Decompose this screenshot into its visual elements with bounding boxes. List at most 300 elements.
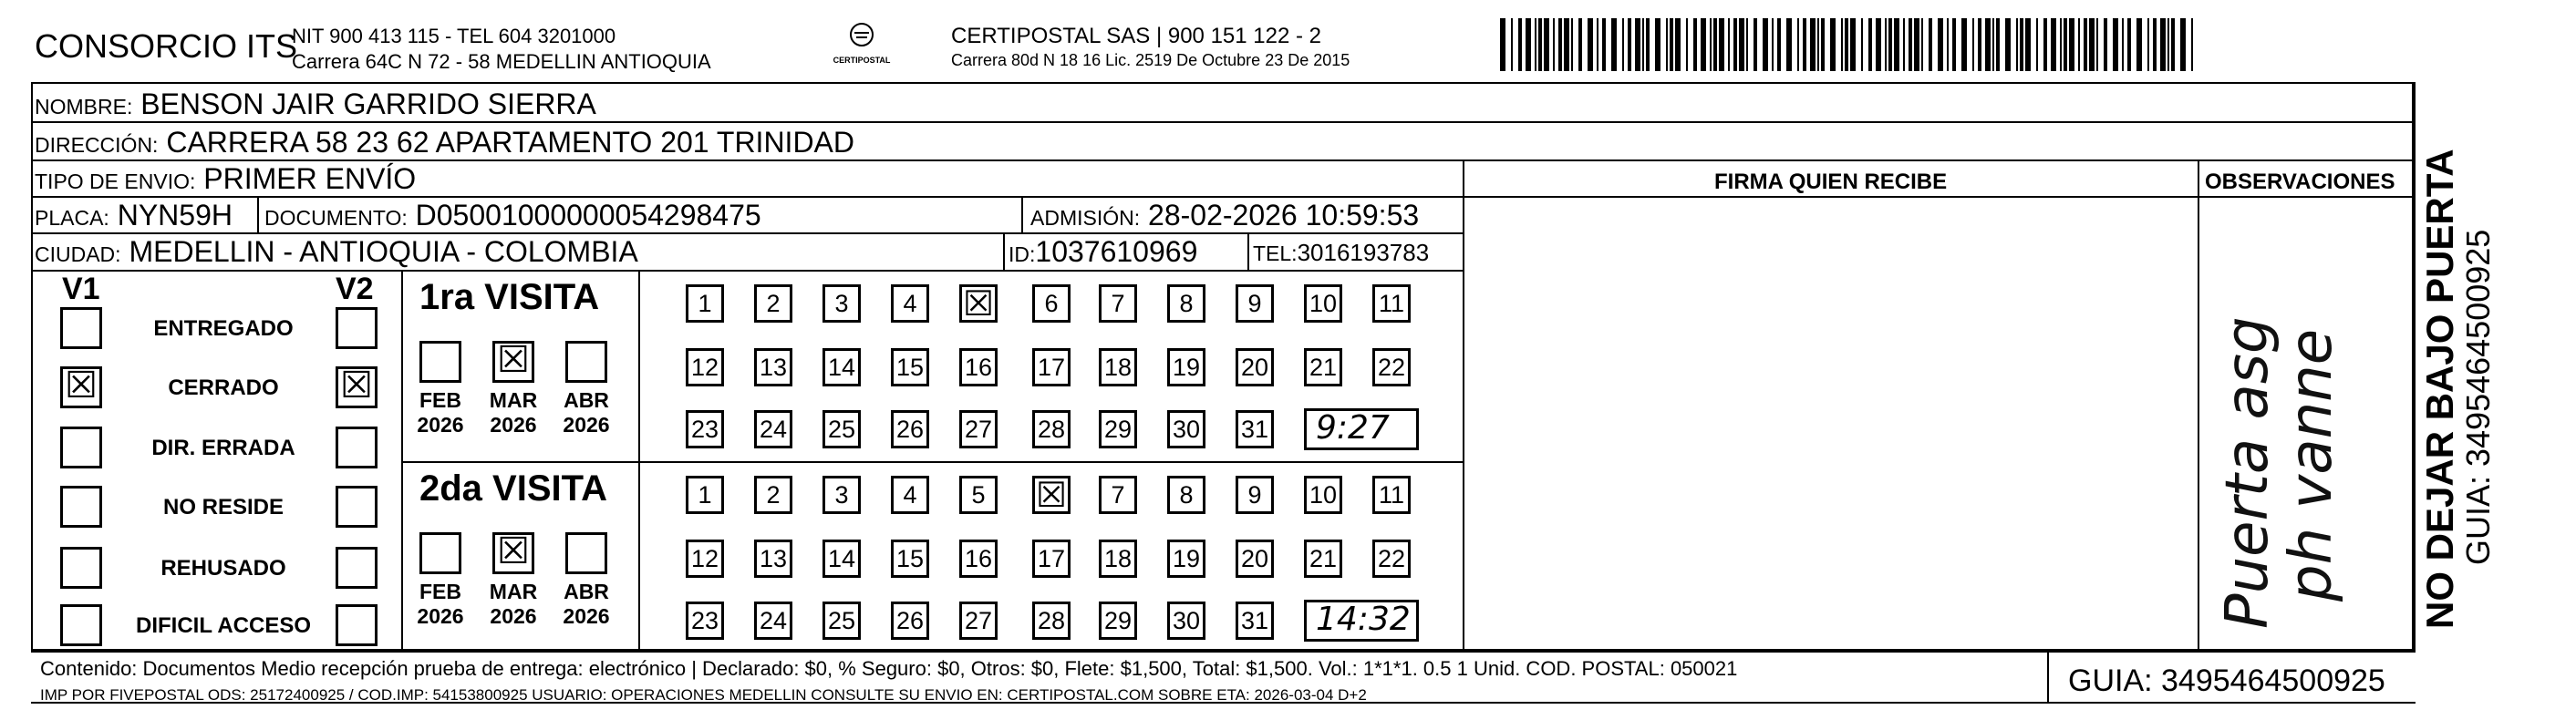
barcode-bar xyxy=(1876,18,1881,71)
barcode-bar xyxy=(2016,18,2018,71)
logo-text: CERTIPOSTAL xyxy=(833,56,891,65)
barcode-bar xyxy=(1675,18,1681,71)
day-checkbox[interactable] xyxy=(1304,540,1342,578)
day-checkbox[interactable] xyxy=(959,348,998,386)
barcode-bar xyxy=(1754,18,1757,71)
v2-checkbox[interactable] xyxy=(336,307,378,349)
barcode-bar xyxy=(2020,18,2023,71)
day-number: 28 xyxy=(1037,416,1066,443)
day-checkbox[interactable] xyxy=(1167,476,1205,514)
month-name: ABR xyxy=(564,580,609,603)
v2-checkbox[interactable] xyxy=(336,486,378,528)
barcode-bar xyxy=(1564,18,1569,71)
day-checkbox[interactable] xyxy=(1167,284,1205,323)
barcode-bar xyxy=(1914,18,1919,71)
barcode-bar xyxy=(2089,18,2095,71)
day-checkbox[interactable] xyxy=(1304,476,1342,514)
time-field[interactable] xyxy=(1304,600,1419,642)
certipostal-logo xyxy=(830,22,894,65)
day-number: 8 xyxy=(1179,481,1194,509)
footer-imp: IMP POR FIVEPOSTAL ODS: 25172400925 / COD.IMP: 54153800925 USUARIO: OPERACIONES MEDELLIN CONSULTE SU ENVIO EN: CERTIPOSTAL.COM SOBRE ETA: 2026-03-04 D+2 xyxy=(40,686,1367,704)
v2-label: V2 xyxy=(336,272,374,306)
month-year: 2026 xyxy=(563,413,610,437)
barcode-bar xyxy=(1666,18,1668,71)
barcode-bar xyxy=(1578,18,1582,71)
barcode-bar xyxy=(1670,18,1673,71)
barcode-bar xyxy=(2060,18,2062,71)
day-checkbox[interactable] xyxy=(1372,284,1411,323)
barcode-bar xyxy=(1511,18,1513,71)
barcode-bar xyxy=(1686,18,1688,71)
barcode-bar xyxy=(2069,18,2074,71)
day-checkbox[interactable] xyxy=(959,284,998,323)
certi-line2: Carrera 80d N 18 16 Lic. 2519 De Octubre 23 De 2015 xyxy=(951,51,1350,69)
barcode-bar xyxy=(1553,18,1555,71)
nombre-row xyxy=(35,87,596,121)
day-checkbox[interactable] xyxy=(822,602,861,640)
day-number: 20 xyxy=(1240,545,1269,572)
nit-line: NIT 900 413 115 - TEL 604 3201000 xyxy=(292,25,616,47)
day-number: 11 xyxy=(1378,481,1405,509)
barcode-bar xyxy=(2127,18,2131,71)
day-number: 11 xyxy=(1378,290,1405,317)
day-checkbox[interactable] xyxy=(1167,348,1205,386)
day-number: 22 xyxy=(1377,545,1406,572)
documento-cell xyxy=(264,199,761,232)
barcode-bar xyxy=(1763,18,1768,71)
day-number: 16 xyxy=(964,354,993,381)
barcode-bar xyxy=(1888,18,1892,71)
day-checkbox[interactable] xyxy=(1099,284,1137,323)
barcode xyxy=(1500,18,2198,71)
day-checkbox[interactable] xyxy=(1099,348,1137,386)
day-checkbox[interactable] xyxy=(891,540,929,578)
day-checkbox[interactable] xyxy=(1167,602,1205,640)
barcode-bar xyxy=(1885,18,1887,71)
barcode-bar xyxy=(2064,18,2067,71)
day-number: 15 xyxy=(895,354,925,381)
barcode-bar xyxy=(1996,18,2000,71)
day-number: 27 xyxy=(964,607,993,634)
barcode-bar xyxy=(1921,18,1923,71)
day-checkbox[interactable] xyxy=(686,410,724,448)
day-checkbox[interactable] xyxy=(959,602,998,640)
side-guia: GUIA: 3495464500925 xyxy=(2459,229,2497,565)
tel-cell xyxy=(1253,239,1429,267)
day-checkbox[interactable] xyxy=(822,410,861,448)
day-checkbox[interactable] xyxy=(891,476,929,514)
v2-checkbox[interactable] xyxy=(336,547,378,589)
tipo-value: PRIMER ENVÍO xyxy=(203,162,417,195)
day-number: 12 xyxy=(690,354,719,381)
day-number: 3 xyxy=(834,481,849,509)
month-checkbox[interactable] xyxy=(565,341,607,383)
barcode-bar xyxy=(1713,18,1717,71)
barcode-bar xyxy=(2036,18,2038,71)
day-number: 3 xyxy=(834,290,849,317)
month-checkbox[interactable] xyxy=(419,341,461,383)
barcode-bar xyxy=(1746,18,1748,71)
barcode-bar xyxy=(1526,18,1531,71)
status-label: REHUSADO xyxy=(160,556,286,581)
day-checkbox[interactable] xyxy=(959,540,998,578)
day-checkbox[interactable] xyxy=(891,284,929,323)
barcode-bar xyxy=(1728,18,1730,71)
barcode-bar xyxy=(2160,18,2166,71)
barcode-bar xyxy=(2104,18,2107,71)
documento-label: DOCUMENTO: xyxy=(264,206,408,230)
day-checkbox[interactable] xyxy=(686,602,724,640)
month-checkbox[interactable] xyxy=(492,341,534,383)
day-number: 7 xyxy=(1111,290,1125,317)
tel-value: 3016193783 xyxy=(1297,239,1430,266)
day-number: 26 xyxy=(895,607,925,634)
day-checkbox[interactable] xyxy=(754,284,792,323)
day-number: 25 xyxy=(827,607,856,634)
barcode-bar xyxy=(1978,18,1981,71)
day-checkbox[interactable] xyxy=(686,348,724,386)
company-name: CONSORCIO ITS xyxy=(35,27,298,65)
x-mark-icon: ☒ xyxy=(340,365,373,406)
ciudad-cell xyxy=(35,235,638,269)
barcode-bar xyxy=(1972,18,1974,71)
barcode-bar xyxy=(1719,18,1724,71)
day-checkbox[interactable] xyxy=(1167,410,1205,448)
admision-label: ADMISIÓN: xyxy=(1030,206,1141,230)
day-checkbox[interactable] xyxy=(1372,348,1411,386)
v1-checkbox[interactable] xyxy=(60,307,102,349)
day-number: 24 xyxy=(759,416,788,443)
month-label xyxy=(413,580,468,629)
v1-checkbox[interactable] xyxy=(60,366,102,408)
x-mark-icon: ☒ xyxy=(497,339,530,381)
month-label xyxy=(559,580,614,629)
x-mark-icon: ☒ xyxy=(497,530,530,572)
tel-label: TEL: xyxy=(1253,242,1298,265)
barcode-bar xyxy=(1642,18,1644,71)
barcode-bar xyxy=(2136,18,2142,71)
barcode-bar xyxy=(1739,18,1744,71)
time-field[interactable] xyxy=(1304,408,1419,450)
month-year: 2026 xyxy=(417,413,464,437)
day-checkbox[interactable] xyxy=(1099,476,1137,514)
barcode-bar xyxy=(1850,18,1856,71)
month-name: FEB xyxy=(419,388,461,412)
day-number: 4 xyxy=(903,290,917,317)
day-checkbox[interactable] xyxy=(1236,540,1274,578)
day-number: 22 xyxy=(1377,354,1406,381)
barcode-bar xyxy=(1903,18,1905,71)
observaciones-header: OBSERVACIONES xyxy=(2205,170,2395,194)
barcode-bar xyxy=(2147,18,2149,71)
admision-value: 28-02-2026 10:59:53 xyxy=(1148,199,1420,231)
day-number: 27 xyxy=(964,416,993,443)
day-checkbox[interactable] xyxy=(1372,540,1411,578)
day-checkbox[interactable] xyxy=(1236,284,1274,323)
day-number: 30 xyxy=(1172,607,1201,634)
month-year: 2026 xyxy=(563,604,610,628)
barcode-bar xyxy=(1845,18,1848,71)
barcode-bar xyxy=(1947,18,1949,71)
status-label: NO RESIDE xyxy=(162,495,284,519)
month-name: MAR xyxy=(489,580,538,603)
barcode-bar xyxy=(1544,18,1549,71)
day-checkbox[interactable] xyxy=(686,476,724,514)
month-checkbox[interactable] xyxy=(419,532,461,574)
day-checkbox[interactable] xyxy=(686,540,724,578)
barcode-bar xyxy=(1938,18,1943,71)
day-number: 18 xyxy=(1103,354,1133,381)
month-label xyxy=(486,580,541,629)
x-mark-icon: ☒ xyxy=(65,365,98,406)
day-number: 28 xyxy=(1037,607,1066,634)
day-number: 16 xyxy=(964,545,993,572)
nombre-value: BENSON JAIR GARRIDO SIERRA xyxy=(140,87,596,120)
visit-title: 2da VISITA xyxy=(419,468,607,509)
v2-checkbox[interactable] xyxy=(336,427,378,468)
day-checkbox[interactable] xyxy=(1099,410,1137,448)
documento-value: D05001000000054298475 xyxy=(415,199,761,231)
barcode-bar xyxy=(1693,18,1697,71)
barcode-bar xyxy=(1628,18,1631,71)
barcode-bar xyxy=(2051,18,2056,71)
day-number: 19 xyxy=(1172,354,1201,381)
day-number: 13 xyxy=(759,354,788,381)
day-number: 4 xyxy=(903,481,917,509)
barcode-bar xyxy=(2180,18,2186,71)
day-checkbox[interactable] xyxy=(1032,602,1071,640)
day-checkbox[interactable] xyxy=(1032,476,1071,514)
day-number: 14 xyxy=(827,354,856,381)
day-number: 1 xyxy=(698,481,712,509)
day-checkbox[interactable] xyxy=(891,602,929,640)
barcode-bar xyxy=(1830,18,1836,71)
day-number: 29 xyxy=(1103,416,1133,443)
company-info xyxy=(292,24,711,75)
barcode-bar xyxy=(1602,18,1606,71)
day-number: 30 xyxy=(1172,416,1201,443)
day-number: 9 xyxy=(1247,481,1262,509)
barcode-bar xyxy=(1710,18,1712,71)
day-checkbox[interactable] xyxy=(822,284,861,323)
barcode-bar xyxy=(1500,18,1505,71)
v2-checkbox[interactable] xyxy=(336,366,378,408)
side-warning: NO DEJAR BAJO PUERTA xyxy=(2418,149,2461,629)
v1-checkbox[interactable] xyxy=(60,486,102,528)
barcode-bar xyxy=(1588,18,1593,71)
day-checkbox[interactable] xyxy=(891,348,929,386)
day-checkbox[interactable] xyxy=(1372,476,1411,514)
barcode-bar xyxy=(2096,18,2098,71)
day-checkbox[interactable] xyxy=(1032,410,1071,448)
barcode-bar xyxy=(2171,18,2175,71)
day-checkbox[interactable] xyxy=(891,410,929,448)
day-number: 17 xyxy=(1037,354,1066,381)
v1-checkbox[interactable] xyxy=(60,427,102,468)
barcode-bar xyxy=(1861,18,1863,71)
barcode-bar xyxy=(2078,18,2080,71)
day-number: 2 xyxy=(766,481,781,509)
placa-cell xyxy=(35,199,233,232)
month-label xyxy=(559,388,614,437)
time-value: 14:32 xyxy=(1316,601,1411,638)
id-value: 1037610969 xyxy=(1035,235,1198,268)
footer-guia: GUIA: 3495464500925 xyxy=(2068,663,2385,698)
day-number: 25 xyxy=(827,416,856,443)
barcode-bar xyxy=(1535,18,1536,71)
barcode-bar xyxy=(1611,18,1617,71)
barcode-bar xyxy=(1810,18,1816,71)
day-checkbox[interactable] xyxy=(822,348,861,386)
day-checkbox[interactable] xyxy=(1032,348,1071,386)
day-checkbox[interactable] xyxy=(1099,602,1137,640)
barcode-bar xyxy=(1701,18,1706,71)
status-label: DIFICIL ACCESO xyxy=(135,613,311,638)
day-checkbox[interactable] xyxy=(822,540,861,578)
barcode-bar xyxy=(1909,18,1912,71)
observaciones-line2: ph vanne xyxy=(2278,328,2345,602)
day-number: 6 xyxy=(1044,290,1059,317)
day-checkbox[interactable] xyxy=(1236,348,1274,386)
day-checkbox[interactable] xyxy=(1304,348,1342,386)
v2-checkbox[interactable] xyxy=(336,604,378,646)
day-checkbox[interactable] xyxy=(1304,284,1342,323)
barcode-bar xyxy=(2191,18,2193,71)
barcode-bar xyxy=(1655,18,1660,71)
footer-contenido: Contenido: Documentos Medio recepción prueba de entrega: electrónico | Declarado: $0, % Seguro: $0, Otros: $0, Flete: $1,500, Total: $1,500. Vol.: 1*1*1. 0.5 1 Unid. COD. POSTAL: 050021 xyxy=(40,657,1738,680)
barcode-bar xyxy=(1961,18,1967,71)
ciudad-label: CIUDAD: xyxy=(35,242,121,266)
barcode-bar xyxy=(1797,18,1799,71)
day-checkbox[interactable] xyxy=(959,410,998,448)
tipo-row xyxy=(35,162,416,196)
day-checkbox[interactable] xyxy=(1236,410,1274,448)
day-number: 13 xyxy=(759,545,788,572)
month-name: FEB xyxy=(419,580,461,603)
barcode-bar xyxy=(1558,18,1562,71)
day-checkbox[interactable] xyxy=(1099,540,1137,578)
barcode-bar xyxy=(2167,18,2169,71)
status-label: DIR. ERRADA xyxy=(151,436,295,460)
ciudad-value: MEDELLIN - ANTIOQUIA - COLOMBIA xyxy=(129,235,638,268)
barcode-bar xyxy=(2113,18,2118,71)
day-checkbox[interactable] xyxy=(1236,476,1274,514)
barcode-bar xyxy=(2122,18,2124,71)
day-checkbox[interactable] xyxy=(1167,540,1205,578)
barcode-bar xyxy=(1646,18,1650,71)
observaciones-handwriting xyxy=(2216,316,2343,629)
month-checkbox[interactable] xyxy=(565,532,607,574)
day-number: 24 xyxy=(759,607,788,634)
day-number: 14 xyxy=(827,545,856,572)
visit-title: 1ra VISITA xyxy=(419,277,600,317)
barcode-bar xyxy=(2153,18,2157,71)
day-number: 19 xyxy=(1172,545,1201,572)
barcode-bar xyxy=(1635,18,1640,71)
day-number: 2 xyxy=(766,290,781,317)
x-mark-icon: ☒ xyxy=(962,283,995,324)
status-label: CERRADO xyxy=(168,375,279,400)
day-checkbox[interactable] xyxy=(1032,540,1071,578)
month-year: 2026 xyxy=(490,604,537,628)
day-number: 7 xyxy=(1111,481,1125,509)
v1-checkbox[interactable] xyxy=(60,604,102,646)
month-name: ABR xyxy=(564,388,609,412)
direccion-label: DIRECCIÓN: xyxy=(35,133,159,157)
v1-checkbox[interactable] xyxy=(60,547,102,589)
barcode-bar xyxy=(1803,18,1806,71)
barcode-bar xyxy=(1894,18,1899,71)
day-number: 15 xyxy=(895,545,925,572)
day-number: 21 xyxy=(1309,545,1338,572)
day-number: 10 xyxy=(1309,481,1338,509)
month-year: 2026 xyxy=(417,604,464,628)
day-checkbox[interactable] xyxy=(754,410,792,448)
barcode-bar xyxy=(1597,18,1598,71)
day-number: 23 xyxy=(690,607,719,634)
barcode-bar xyxy=(1772,18,1774,71)
barcode-bar xyxy=(1992,18,1994,71)
placa-label: PLACA: xyxy=(35,206,109,230)
day-number: 31 xyxy=(1240,416,1269,443)
day-checkbox[interactable] xyxy=(822,476,861,514)
day-checkbox[interactable] xyxy=(754,476,792,514)
barcode-bar xyxy=(1929,18,1932,71)
id-label: ID: xyxy=(1009,242,1036,266)
day-number: 18 xyxy=(1103,545,1133,572)
day-checkbox[interactable] xyxy=(686,284,724,323)
barcode-bar xyxy=(1538,18,1542,71)
barcode-bar xyxy=(1841,18,1843,71)
day-checkbox[interactable] xyxy=(1032,284,1071,323)
logo-icon xyxy=(843,22,880,51)
placa-value: NYN59H xyxy=(117,199,233,231)
nombre-label: NOMBRE: xyxy=(35,95,133,118)
barcode-bar xyxy=(1777,18,1781,71)
day-number: 23 xyxy=(690,416,719,443)
barcode-bar xyxy=(1952,18,1956,71)
day-number: 1 xyxy=(698,290,712,317)
tipo-label: TIPO DE ENVIO: xyxy=(35,170,196,193)
day-number: 21 xyxy=(1309,354,1338,381)
day-number: 9 xyxy=(1247,290,1262,317)
day-checkbox[interactable] xyxy=(1236,602,1274,640)
barcode-bar xyxy=(1868,18,1872,71)
direccion-row xyxy=(35,126,854,159)
month-checkbox[interactable] xyxy=(492,532,534,574)
barcode-bar xyxy=(1571,18,1573,71)
barcode-bar xyxy=(1821,18,1825,71)
day-number: 5 xyxy=(971,481,986,509)
firma-header: FIRMA QUIEN RECIBE xyxy=(1714,170,1948,194)
address-line: Carrera 64C N 72 - 58 MEDELLIN ANTIOQUIA xyxy=(292,50,711,73)
x-mark-icon: ☒ xyxy=(1035,475,1068,515)
day-checkbox[interactable] xyxy=(754,348,792,386)
month-label xyxy=(413,388,468,437)
day-checkbox[interactable] xyxy=(754,602,792,640)
barcode-bar xyxy=(1817,18,1819,71)
month-name: MAR xyxy=(489,388,538,412)
month-year: 2026 xyxy=(490,413,537,437)
barcode-bar xyxy=(1622,18,1624,71)
id-cell xyxy=(1009,235,1197,269)
certi-line1: CERTIPOSTAL SAS | 900 151 122 - 2 xyxy=(951,24,1321,48)
barcode-bar xyxy=(1518,18,1522,71)
barcode-bar xyxy=(1733,18,1737,71)
day-number: 29 xyxy=(1103,607,1133,634)
day-checkbox[interactable] xyxy=(959,476,998,514)
day-checkbox[interactable] xyxy=(754,540,792,578)
